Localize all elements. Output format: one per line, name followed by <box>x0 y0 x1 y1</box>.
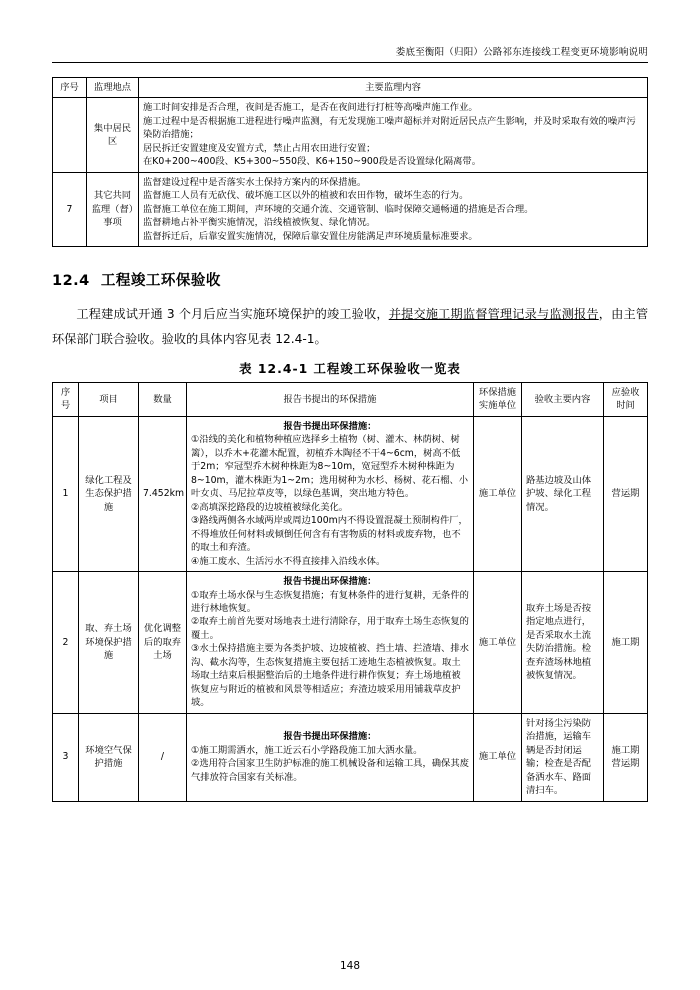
row-unit: 施工单位 <box>474 572 522 714</box>
measure-item: ②高填深挖路段的边坡植被绿化美化。 <box>191 501 349 513</box>
row-unit: 施工单位 <box>474 416 522 571</box>
measure-item: ①取弃土场水保与生态恢复措施；有复林条件的进行复耕，无条件的进行林地恢复。 <box>191 589 469 614</box>
row-place: 其它共同监理（督）事项 <box>87 172 139 246</box>
measure-item: ②选用符合国家卫生防护标准的施工机械设备和运输工具，确保其废气排放符合国家有关标准。 <box>191 758 469 783</box>
measure-item: ①沿线的美化和植物种植应选择乡土植物（树、灌木、林荫树、树篱），以乔木+花灌木配置，初植乔木陶径不干4~6cm，树高不低于2m；窄冠型乔木树种株距为8~10m，宽冠型乔木树种株距为8~10m，灌木株距为1~2m；选用树种为水杉、杨树、花石榴、小叶女贞、马尼拉草皮等，以绿色基调，突出地方特色。 <box>191 434 469 500</box>
measure-item: ①施工期需洒水，施工近云石小学路段施工加大洒水量。 <box>191 744 423 756</box>
content-line: 施工时间安排是否合理，夜间是否施工，是否在夜间进行打桩等高噪声施工作业。 <box>143 102 478 114</box>
row-unit: 施工单位 <box>474 713 522 801</box>
column-header-content: 主要监理内容 <box>139 78 648 98</box>
column-header-no: 序号 <box>53 78 87 98</box>
row-no <box>53 98 87 172</box>
content-line: 监督施工人员有无砍伐、破坏施工区以外的植被和农田作物，破坏生态的行为。 <box>143 190 469 202</box>
row-time: 施工期 <box>604 572 648 714</box>
supervision-table <box>52 77 648 247</box>
paragraph-part-3: ，由主管环保部门联合验收。验收的具体内容见表 12.4-1。 <box>52 307 649 346</box>
table-row <box>53 572 648 714</box>
measures-title: 报告书提出环保措施： <box>283 731 377 743</box>
column-header-measures: 报告书提出的环保措施 <box>187 382 474 416</box>
column-header-unit: 环保措施实施单位 <box>474 382 522 416</box>
paragraph-part-1: 工程建成试开通 3 个月后应当实施环境保护的竣工验收， <box>76 307 389 322</box>
measure-item: ③水土保持措施主要为各类护坡、边坡植被、挡土墙、拦渣墙、排水沟、截水沟等，生态恢复措施主要包括工迹地生态植被恢复。取土场取土结束后根据整治后的土地条件进行耕作恢复；弃土场地植被恢复应与附近的植被和风景等相适应；弃渣边坡采用用铺栽草皮护坡。 <box>191 643 469 709</box>
row-project: 绿化工程及生态保护措施 <box>79 416 139 571</box>
row-inspection: 取弃土场是否按指定地点进行，是否采取水土流失防治措施。检查弃渣场林地植被恢复情况。 <box>522 572 604 714</box>
column-header-quantity: 数量 <box>139 382 187 416</box>
section-number: 12.4 <box>52 273 90 290</box>
page-number: 148 <box>339 960 361 972</box>
row-quantity: 7.452km <box>139 416 187 571</box>
table-row <box>53 98 648 172</box>
row-content <box>139 172 648 246</box>
column-header-place: 监理地点 <box>87 78 139 98</box>
row-project: 取、弃土场环境保护措施 <box>79 572 139 714</box>
column-header-inspection: 验收主要内容 <box>522 382 604 416</box>
row-inspection: 路基边坡及山体护坡、绿化工程情况。 <box>522 416 604 571</box>
section-heading <box>52 269 648 290</box>
row-time: 施工期营运期 <box>604 713 648 801</box>
table-caption: 表 12.4-1 工程竣工环保验收一览表 <box>239 360 461 376</box>
content-line: 居民拆迁安置建度及安置方式，禁止占用农田进行安置； <box>143 142 376 154</box>
section-paragraph <box>52 302 648 351</box>
table-header-row <box>53 382 648 416</box>
content-line: 在K0+200~400段、K5+300~550段、K6+150~900段是否设置绿化隔离带。 <box>143 156 481 168</box>
table-header-row <box>53 78 648 98</box>
row-quantity: 优化调整后的取弃土场 <box>139 572 187 714</box>
content-line: 监督拆迁后，后靠安置实施情况，保障后靠安置住房能满足声环境质量标准要求。 <box>143 230 478 242</box>
table-row <box>53 172 648 246</box>
row-time: 营运期 <box>604 416 648 571</box>
row-place: 集中居民区 <box>87 98 139 172</box>
measure-item: ④施工废水、生活污水不得直接排入沿线水体。 <box>191 555 386 567</box>
row-content <box>139 98 648 172</box>
paragraph-part-2-underlined: 并提交施工期监督管理记录与监测报告 <box>388 307 599 322</box>
measures-title: 报告书提出环保措施： <box>283 576 377 588</box>
acceptance-table <box>52 382 648 802</box>
row-quantity: / <box>139 713 187 801</box>
table-row <box>53 713 648 801</box>
content-line: 监督建设过程中是否落实水土保持方案内的环保措施。 <box>143 176 367 188</box>
measures-title: 报告书提出环保措施： <box>283 420 377 432</box>
row-measures <box>187 572 474 714</box>
column-header-project: 项目 <box>79 382 139 416</box>
row-project: 环境空气保护措施 <box>79 713 139 801</box>
row-no: 1 <box>53 416 79 571</box>
row-measures <box>187 416 474 571</box>
content-line: 监督施工单位在施工期间，声环境的交通介流、交通管制、临时保障交通畅通的措施是否合理。 <box>143 203 534 215</box>
measure-item: ②取弃土前首先要对场地表土进行清除存，用于取弃土场生态恢复的覆土。 <box>191 616 469 641</box>
column-header-time: 应验收时间 <box>604 382 648 416</box>
section-title: 工程竣工环保验收 <box>100 273 221 290</box>
table-row <box>53 416 648 571</box>
content-line: 施工过程中是否根据施工进程进行噪声监测，有无发现施工噪声超标并对附近居民点产生影响，并及时采取有效的噪声污染防治措施； <box>143 115 636 141</box>
header-divider <box>52 62 648 63</box>
row-inspection: 针对扬尘污染防治措施，运输车辆是否封闭运输；检查是否配备洒水车、路面清扫车。 <box>522 713 604 801</box>
page-header: 娄底至衡阳（归阳）公路祁东连接线工程变更环境影响说明 <box>395 47 648 58</box>
row-no: 2 <box>53 572 79 714</box>
row-measures <box>187 713 474 801</box>
content-line: 监督耕地占补平衡实施情况，沿线植被恢复、绿化情况。 <box>143 217 376 229</box>
column-header-no: 序号 <box>53 382 79 416</box>
measure-item: ③路线两侧各水域两岸或周边100m内不得设置混凝土预制构件厂，不得堆放任何材料或倾倒任何含有有害物质的材料或废弃物，也不的取土和弃渣。 <box>191 515 468 554</box>
row-no: 3 <box>53 713 79 801</box>
row-no: 7 <box>53 172 87 246</box>
